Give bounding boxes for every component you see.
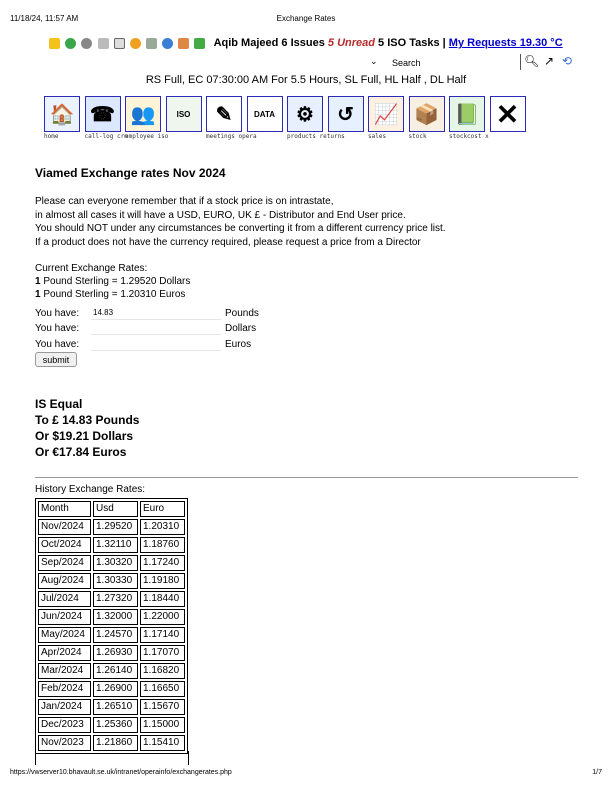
toolbar-home-button[interactable]: [44, 96, 80, 140]
notice-line: You should NOT under any circumstances be converting it from a different currency price list.: [35, 223, 446, 234]
chat-icon[interactable]: [162, 38, 173, 49]
table-cell: 1.30320: [93, 555, 138, 571]
globe-icon[interactable]: [65, 38, 76, 49]
table-row: [38, 645, 185, 661]
toolbar-label[interactable]: sales: [368, 133, 387, 140]
table-row: [38, 699, 185, 715]
iso-tasks[interactable]: 5 ISO Tasks |: [378, 37, 446, 49]
chart-icon[interactable]: [178, 38, 189, 49]
print-datetime: 11/18/24, 11:57 AM: [10, 14, 79, 23]
table-cell: 1.29520: [93, 519, 138, 535]
star-icon[interactable]: [49, 38, 60, 49]
table-cell: 1.30330: [93, 573, 138, 589]
table-row: [38, 717, 185, 733]
toolbar-products-button[interactable]: [287, 96, 345, 140]
copy-icon[interactable]: [114, 38, 125, 49]
history-table: [35, 498, 188, 754]
notice-text: [35, 195, 580, 249]
shift-info: RS Full, EC 07:30:00 AM For 5.5 Hours, SL Full, HL Half , DL Half: [145, 74, 467, 86]
table-row: [38, 591, 185, 607]
toolbar-label[interactable]: products returns: [287, 133, 345, 140]
page-title: Viamed Exchange rates Nov 2024: [35, 166, 226, 180]
opera-data-icon[interactable]: [247, 96, 283, 132]
toolbar-glyph: 👥: [130, 103, 156, 126]
toolbar-label[interactable]: home: [44, 133, 59, 140]
divider: [520, 54, 521, 70]
table-cell: 1.25360: [93, 717, 138, 733]
grid-icon[interactable]: [98, 38, 109, 49]
smiley-icon[interactable]: [130, 38, 141, 49]
my-requests-link[interactable]: My Requests 19.30 °C: [448, 37, 563, 49]
notice-line: in almost all cases it will have a USD, EURO, UK £ - Distributor and End User price.: [35, 209, 406, 221]
toolbar-label[interactable]: meetings opera: [206, 133, 257, 140]
print-title: Exchange Rates: [276, 14, 336, 23]
result-line: Or €17.84 Euros: [35, 445, 127, 459]
table-cell: 1.17070: [140, 645, 185, 661]
table-cell: 1.24570: [93, 627, 138, 643]
rate-usd: 1 Pound Sterling = 1.29520 Dollars: [35, 276, 191, 287]
table-cell: 1.20310: [140, 519, 185, 535]
table-cell: Jan/2024: [38, 699, 91, 715]
table-cell: 1.26140: [93, 663, 138, 679]
toolbar-sales-button[interactable]: [368, 96, 404, 140]
current-rates: [35, 262, 190, 301]
phone-icon[interactable]: [85, 96, 121, 132]
table-header-cell: Euro: [140, 501, 185, 517]
history-title: History Exchange Rates:: [35, 484, 146, 495]
toolbar-label[interactable]: employee iso: [125, 133, 169, 140]
table-cell: Nov/2024: [38, 519, 91, 535]
toolbar-label[interactable]: call-log crm: [84, 133, 128, 140]
external-link-icon[interactable]: ↗: [544, 54, 555, 68]
table-row: [38, 627, 185, 643]
toolbar-label[interactable]: stock: [408, 133, 427, 140]
table-row: [38, 735, 185, 751]
conversion-result: [35, 396, 139, 460]
table-row: [38, 609, 185, 625]
notepad-pencil-icon[interactable]: [206, 96, 242, 132]
toolbar-employee-iso-button[interactable]: [125, 96, 169, 140]
table-cell: Jul/2024: [38, 591, 91, 607]
toolbar-glyph: 📗: [454, 103, 480, 126]
table-cell: Feb/2024: [38, 681, 91, 697]
table-cell: 1.17240: [140, 555, 185, 571]
toolbar-stock-button[interactable]: [409, 96, 445, 140]
toolbar-glyph: ⚙: [296, 103, 314, 126]
euros-input[interactable]: [91, 337, 221, 351]
converter-label: You have:: [35, 339, 80, 350]
toolbar-glyph: ✎: [215, 103, 233, 126]
divider: [35, 477, 578, 478]
table-cell: 1.32000: [93, 609, 138, 625]
table-continuation: [35, 751, 189, 765]
converter-label: You have:: [35, 308, 80, 319]
toolbar-iso-button[interactable]: [166, 96, 202, 133]
toolbar-opera-data-button[interactable]: [247, 96, 283, 133]
table-header-cell: Usd: [93, 501, 138, 517]
issues-count[interactable]: 6 Issues: [281, 37, 325, 49]
table-cell: Mar/2024: [38, 663, 91, 679]
return-arrow-icon[interactable]: [328, 96, 364, 132]
table-row: [38, 681, 185, 697]
chevron-down-icon[interactable]: ⌄: [370, 56, 378, 66]
status-bar: [0, 37, 612, 49]
toolbar-glyph: ↺: [337, 103, 354, 126]
dollars-input[interactable]: [91, 321, 221, 335]
table-cell: Apr/2024: [38, 645, 91, 661]
table-cell: May/2024: [38, 627, 91, 643]
converter-unit: Pounds: [225, 308, 259, 319]
converter-unit: Euros: [225, 339, 252, 350]
table-cell: 1.19180: [140, 573, 185, 589]
notice-line: Please can everyone remember that if a stock price is on intrastate,: [35, 196, 334, 207]
table-cell: 1.17140: [140, 627, 185, 643]
table-cell: Jun/2024: [38, 609, 91, 625]
table-cell: Dec/2023: [38, 717, 91, 733]
rate-eur: 1 Pound Sterling = 1.20310 Euros: [35, 289, 186, 300]
magnifier-icon[interactable]: 🔍︎: [524, 54, 540, 68]
quick-icons: [49, 37, 207, 49]
toolbar-glyph: ISO: [176, 109, 191, 119]
money-icon[interactable]: [194, 38, 205, 49]
sales-chart-icon[interactable]: [368, 96, 404, 132]
table-header-cell: Month: [38, 501, 91, 517]
table-row: [38, 537, 185, 553]
refresh-icon[interactable]: ⟲: [562, 54, 573, 68]
table-cell: 1.22000: [140, 609, 185, 625]
table-cell: 1.16820: [140, 663, 185, 679]
pounds-input[interactable]: [91, 306, 221, 320]
result-line: To £ 14.83 Pounds: [35, 413, 140, 427]
user-name: Aqib Majeed: [213, 37, 279, 49]
tools-icon[interactable]: [146, 38, 157, 49]
toolbar-returns-button[interactable]: [328, 96, 364, 133]
box-icon[interactable]: [409, 96, 445, 132]
footer-url: https://vwserver10.bhavault.se.uk/intranet/operainfo/exchangerates.php: [10, 769, 232, 776]
settings-icon[interactable]: [81, 38, 92, 49]
table-cell: 1.26510: [93, 699, 138, 715]
current-rates-label: Current Exchange Rates:: [35, 263, 148, 274]
table-cell: 1.15410: [140, 735, 185, 751]
toolbar-glyph: 🏠: [49, 103, 75, 126]
table-cell: 1.27320: [93, 591, 138, 607]
toolbar-glyph: ✕: [495, 98, 520, 130]
table-row: [38, 663, 185, 679]
table-row: [38, 519, 185, 535]
toolbar-stockcost-button[interactable]: [449, 96, 489, 140]
converter-unit: Dollars: [225, 323, 257, 334]
converter-label: You have:: [35, 323, 80, 334]
table-cell: 1.15670: [140, 699, 185, 715]
people-icon[interactable]: [125, 96, 161, 132]
result-line: IS Equal: [35, 397, 83, 411]
toolbar-glyph: 📈: [373, 103, 399, 126]
search-bar: [370, 54, 590, 72]
table-cell: 1.32110: [93, 537, 138, 553]
table-cell: 1.15000: [140, 717, 185, 733]
table-cell: 1.26900: [93, 681, 138, 697]
toolbar-call-log-button[interactable]: [84, 96, 128, 140]
toolbar-glyph: ☎: [90, 103, 115, 126]
close-x-icon[interactable]: [490, 96, 526, 132]
toolbar-label[interactable]: stockcost x: [449, 133, 489, 140]
notice-line: If a product does not have the currency required, please request a price from a Director: [35, 236, 421, 248]
table-cell: 1.16650: [140, 681, 185, 697]
table-cell: Aug/2024: [38, 573, 91, 589]
toolbar-meetings-button[interactable]: [206, 96, 257, 140]
table-cell: 1.21860: [93, 735, 138, 751]
table-row: [38, 555, 185, 571]
table-row: [38, 573, 185, 589]
result-line: Or $19.21 Dollars: [35, 429, 134, 443]
table-cell: 1.18760: [140, 537, 185, 553]
iso-badge-icon[interactable]: [166, 96, 202, 132]
table-cell: Sep/2024: [38, 555, 91, 571]
table-cell: Nov/2023: [38, 735, 91, 751]
submit-button[interactable]: submit: [35, 352, 77, 367]
house-icon[interactable]: [44, 96, 80, 132]
table-cell: Oct/2024: [38, 537, 91, 553]
table-cell: 1.18440: [140, 591, 185, 607]
table-header-row: [38, 501, 185, 517]
toolbar-glyph: 📦: [414, 103, 439, 126]
search-input[interactable]: Search: [392, 58, 421, 68]
table-cell: 1.26930: [93, 645, 138, 661]
page-number: 1/7: [592, 769, 602, 776]
toolbar-glyph: DATA: [253, 109, 276, 119]
toolbar-close-button[interactable]: [490, 96, 526, 133]
unread-count[interactable]: 5 Unread: [327, 37, 375, 49]
gears-icon[interactable]: [287, 96, 323, 132]
book-icon[interactable]: [449, 96, 485, 132]
